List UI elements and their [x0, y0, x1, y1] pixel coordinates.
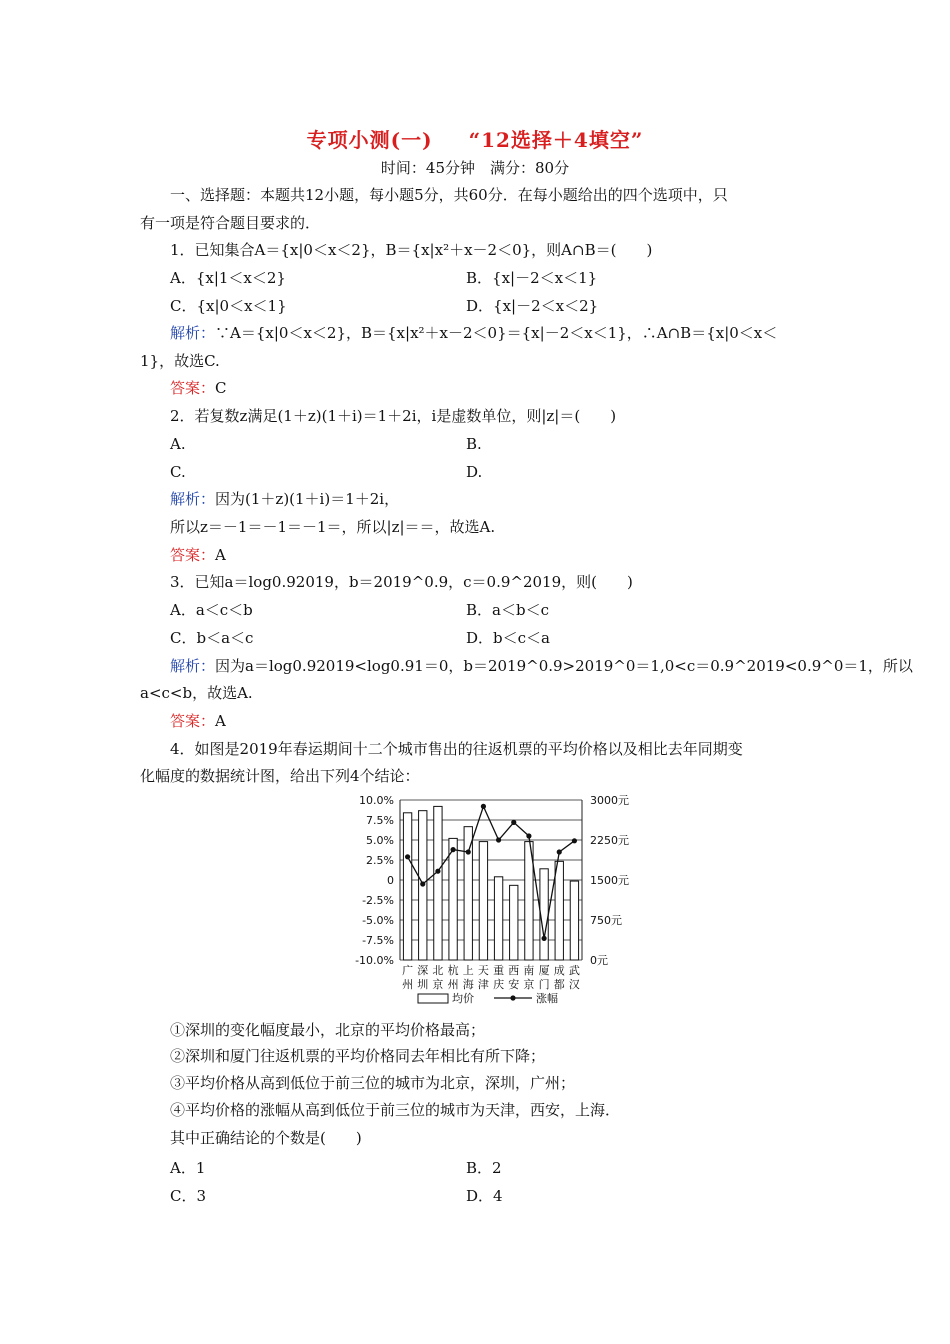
q3-answer-value: A — [215, 712, 226, 730]
q2-analysis-cont: 所以z＝－1＝－1＝－1＝，所以|z|＝＝，故选A. — [170, 518, 496, 536]
change-point — [466, 849, 471, 854]
change-point — [557, 849, 562, 854]
q3-answer-label: 答案： — [170, 712, 216, 730]
q4-stem-cont: 化幅度的数据统计图，给出下列4个结论： — [140, 767, 420, 785]
q4-conclusion-4: ④平均价格的涨幅从高到低位于前三位的城市为天津，西安，上海． — [170, 1101, 621, 1119]
q4-stem: 4．如图是2019年春运期间十二个城市售出的往返机票的平均价格以及相比去年同期变 — [170, 740, 743, 758]
title-part1: 专项小测(一) — [306, 128, 433, 152]
category-label: 西 — [508, 964, 520, 977]
q2-option-b: B. — [466, 435, 482, 453]
q4-question: 其中正确结论的个数是( ) — [170, 1129, 362, 1147]
category-label: 州 — [402, 978, 414, 991]
category-label: 汉 — [568, 978, 580, 991]
page-title — [0, 124, 950, 153]
category-label: 厦 — [538, 964, 550, 977]
q3-analysis — [170, 656, 913, 676]
q4-option-d: D．4 — [466, 1187, 503, 1205]
left-axis-tick-label: -2.5% — [362, 894, 394, 907]
bar-mark — [570, 881, 578, 960]
q2-analysis-label: 解析： — [170, 490, 216, 508]
q1-analysis-text: ∵A＝{x|0＜x＜2}，B＝{x|x²＋x－2＜0}＝{x|－2＜x＜1}，∴A∩B＝{x|0＜x＜ — [215, 324, 778, 342]
q2-answer-value: A — [215, 546, 226, 564]
title-part2: “12选择＋4填空” — [468, 128, 644, 152]
category-label: 津 — [477, 978, 489, 991]
right-axis-tick-label: 750元 — [590, 914, 622, 927]
right-axis-tick-label: 2250元 — [590, 834, 629, 847]
change-point — [481, 804, 486, 809]
category-label: 海 — [462, 978, 474, 991]
left-axis-tick-label: 7.5% — [366, 814, 394, 827]
q1-answer — [170, 378, 227, 398]
change-point — [435, 869, 440, 874]
q3-answer — [170, 711, 226, 731]
q1-analysis — [170, 323, 777, 343]
price-change-chart — [352, 790, 642, 1015]
q1-answer-value: C — [215, 379, 227, 397]
category-label: 州 — [447, 978, 459, 991]
category-label: 深 — [417, 964, 429, 977]
change-point — [405, 854, 410, 859]
category-label: 都 — [553, 978, 565, 991]
category-label: 上 — [462, 964, 474, 977]
bar-mark — [494, 877, 502, 960]
right-axis-tick-label: 3000元 — [590, 794, 629, 807]
category-label: 安 — [508, 978, 520, 991]
legend-line-marker — [510, 995, 515, 1000]
category-label: 京 — [523, 978, 535, 991]
q3-analysis-text: 因为a＝log0.92019<log0.91＝0，b＝2019^0.9>2019^0＝1,0<c＝0.9^2019<0.9^0＝1，所以 — [215, 657, 913, 675]
change-point — [496, 837, 501, 842]
q1-analysis-label: 解析： — [170, 324, 216, 342]
change-point — [572, 838, 577, 843]
left-axis-tick-label: -10.0% — [355, 954, 394, 967]
q1-answer-label: 答案： — [170, 379, 216, 397]
legend-bar-swatch — [418, 994, 448, 1003]
right-axis-tick-label: 0元 — [590, 954, 608, 967]
category-label: 杭 — [447, 964, 459, 977]
q3-analysis-label: 解析： — [170, 657, 216, 675]
q2-answer-label: 答案： — [170, 546, 216, 564]
left-axis-tick-label: -7.5% — [362, 934, 394, 947]
q3-option-d: D．b＜c＜a — [466, 629, 550, 647]
change-point — [450, 847, 455, 852]
q3-analysis-cont: a<c<b，故选A. — [140, 684, 253, 702]
change-line — [408, 806, 575, 938]
category-label: 北 — [432, 964, 444, 977]
section-intro-line2: 有一项是符合题目要求的． — [140, 214, 321, 232]
change-point — [526, 833, 531, 838]
category-label: 天 — [477, 964, 489, 977]
q4-option-c: C．3 — [170, 1187, 207, 1205]
legend-bar-label: 均价 — [452, 992, 474, 1005]
q2-answer — [170, 545, 226, 565]
category-label: 门 — [538, 978, 550, 991]
q4-option-a: A．1 — [170, 1159, 206, 1177]
q2-option-c: C. — [170, 463, 186, 481]
category-label: 武 — [568, 964, 580, 977]
category-label: 广 — [402, 964, 414, 977]
right-axis-tick-label: 1500元 — [590, 874, 629, 887]
left-axis-tick-label: 2.5% — [366, 854, 394, 867]
q2-option-a: A. — [170, 435, 186, 453]
q1-option-a: A．{x|1＜x＜2} — [170, 269, 286, 287]
category-label: 庆 — [493, 978, 505, 991]
q2-analysis — [170, 489, 399, 509]
q4-option-b: B．2 — [466, 1159, 502, 1177]
bar-mark — [510, 885, 518, 960]
category-label: 成 — [553, 964, 565, 977]
change-point — [541, 936, 546, 941]
bar-mark — [479, 842, 487, 960]
q3-option-c: C．b＜a＜c — [170, 629, 254, 647]
q1-option-c: C．{x|0＜x＜1} — [170, 297, 287, 315]
q1-option-b: B．{x|－2＜x＜1} — [466, 269, 598, 287]
q4-conclusion-2: ②深圳和厦门往返机票的平均价格同去年相比有所下降； — [170, 1047, 546, 1065]
category-label: 京 — [432, 978, 444, 991]
legend-line-label: 涨幅 — [536, 992, 558, 1005]
change-point — [420, 881, 425, 886]
q4-conclusion-3: ③平均价格从高到低位于前三位的城市为北京，深圳，广州； — [170, 1074, 576, 1092]
bar-mark — [449, 838, 457, 960]
category-label: 南 — [523, 964, 535, 977]
bar-mark — [464, 827, 472, 960]
q3-option-b: B．a＜b＜c — [466, 601, 549, 619]
left-axis-tick-label: -5.0% — [362, 914, 394, 927]
q1-analysis-cont: 1}，故选C. — [140, 352, 220, 370]
left-axis-tick-label: 5.0% — [366, 834, 394, 847]
section-intro-line1: 一、选择题：本题共12小题，每小题5分，共60分．在每小题给出的四个选项中，只 — [170, 186, 728, 204]
bar-mark — [403, 813, 411, 960]
left-axis-tick-label: 10.0% — [359, 794, 394, 807]
q1-stem: 1．已知集合A＝{x|0＜x＜2}，B＝{x|x²＋x－2＜0}，则A∩B＝( ) — [170, 241, 653, 259]
bar-mark — [555, 861, 563, 960]
category-label: 重 — [493, 964, 505, 977]
q1-option-d: D．{x|－2＜x＜2} — [466, 297, 599, 315]
change-point — [511, 820, 516, 825]
q4-conclusion-1: ①深圳的变化幅度最小，北京的平均价格最高； — [170, 1021, 486, 1039]
bar-mark — [434, 806, 442, 960]
q3-stem: 3．已知a＝log0.92019，b＝2019^0.9，c＝0.9^2019，则( ) — [170, 573, 633, 591]
left-axis-tick-label: 0 — [387, 874, 394, 887]
q3-option-a: A．a＜c＜b — [170, 601, 253, 619]
page-subtitle: 时间：45分钟 满分：80分 — [380, 159, 570, 177]
q2-analysis-text: 因为(1＋z)(1＋i)＝1＋2i， — [215, 490, 400, 508]
q2-option-d: D. — [466, 463, 483, 481]
category-label: 圳 — [417, 978, 429, 991]
q2-stem: 2．若复数z满足(1＋z)(1＋i)＝1＋2i，i是虚数单位，则|z|＝( ) — [170, 407, 617, 425]
